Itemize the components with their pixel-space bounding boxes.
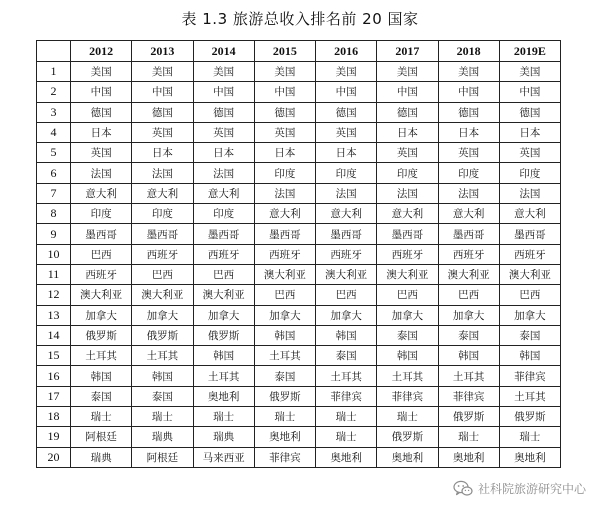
- table-row: [37, 305, 561, 325]
- country-cell: 瑞士: [193, 407, 254, 427]
- country-cell: 墨西哥: [132, 224, 193, 244]
- country-cell: 泰国: [438, 325, 499, 345]
- country-cell: 瑞士: [132, 407, 193, 427]
- country-cell: 日本: [377, 122, 438, 142]
- country-cell: 奥地利: [377, 447, 438, 467]
- country-cell: 墨西哥: [499, 224, 560, 244]
- country-cell: 巴西: [193, 264, 254, 284]
- rank-cell: 2: [37, 82, 71, 102]
- country-cell: 英国: [71, 143, 132, 163]
- country-cell: 泰国: [71, 386, 132, 406]
- rank-cell: 4: [37, 122, 71, 142]
- table-row: [37, 102, 561, 122]
- country-cell: 瑞士: [438, 427, 499, 447]
- country-cell: 法国: [377, 183, 438, 203]
- country-cell: 中国: [499, 82, 560, 102]
- country-cell: 巴西: [71, 244, 132, 264]
- country-cell: 加拿大: [438, 305, 499, 325]
- country-cell: 西班牙: [499, 244, 560, 264]
- country-cell: 德国: [254, 102, 315, 122]
- country-cell: 俄罗斯: [193, 325, 254, 345]
- rank-cell: 14: [37, 325, 71, 345]
- country-cell: 土耳其: [193, 366, 254, 386]
- country-cell: 法国: [316, 183, 377, 203]
- country-cell: 法国: [132, 163, 193, 183]
- year-header: 2018: [438, 41, 499, 62]
- country-cell: 美国: [438, 62, 499, 82]
- country-cell: 俄罗斯: [438, 407, 499, 427]
- country-cell: 俄罗斯: [71, 325, 132, 345]
- country-cell: 美国: [316, 62, 377, 82]
- rank-cell: 17: [37, 386, 71, 406]
- country-cell: 西班牙: [71, 264, 132, 284]
- table-row: [37, 224, 561, 244]
- country-cell: 中国: [71, 82, 132, 102]
- table-row: [37, 285, 561, 305]
- country-cell: 韩国: [132, 366, 193, 386]
- ranking-table: [36, 40, 561, 468]
- country-cell: 美国: [499, 62, 560, 82]
- country-cell: 印度: [193, 204, 254, 224]
- rank-cell: 12: [37, 285, 71, 305]
- table-row: [37, 325, 561, 345]
- country-cell: 瑞士: [377, 407, 438, 427]
- country-cell: 中国: [254, 82, 315, 102]
- country-cell: 德国: [377, 102, 438, 122]
- country-cell: 德国: [132, 102, 193, 122]
- table-row: [37, 122, 561, 142]
- table-row: [37, 407, 561, 427]
- rank-cell: 6: [37, 163, 71, 183]
- country-cell: 加拿大: [377, 305, 438, 325]
- country-cell: 意大利: [377, 204, 438, 224]
- country-cell: 日本: [438, 122, 499, 142]
- country-cell: 马来西亚: [193, 447, 254, 467]
- country-cell: 德国: [316, 102, 377, 122]
- country-cell: 瑞士: [316, 407, 377, 427]
- rank-cell: 19: [37, 427, 71, 447]
- country-cell: 菲律宾: [377, 386, 438, 406]
- country-cell: 德国: [499, 102, 560, 122]
- country-cell: 俄罗斯: [132, 325, 193, 345]
- table-row: [37, 447, 561, 467]
- country-cell: 加拿大: [499, 305, 560, 325]
- country-cell: 墨西哥: [254, 224, 315, 244]
- country-cell: 俄罗斯: [254, 386, 315, 406]
- country-cell: 墨西哥: [377, 224, 438, 244]
- watermark-text: 社科院旅游研究中心: [477, 481, 586, 496]
- country-cell: 瑞典: [132, 427, 193, 447]
- header-row: [37, 41, 561, 62]
- country-cell: 印度: [316, 163, 377, 183]
- table-row: [37, 366, 561, 386]
- country-cell: 日本: [499, 122, 560, 142]
- country-cell: 瑞士: [71, 407, 132, 427]
- country-cell: 澳大利亚: [193, 285, 254, 305]
- country-cell: 土耳其: [438, 366, 499, 386]
- rank-cell: 1: [37, 62, 71, 82]
- country-cell: 法国: [254, 183, 315, 203]
- country-cell: 西班牙: [193, 244, 254, 264]
- country-cell: 德国: [193, 102, 254, 122]
- table-row: [37, 427, 561, 447]
- country-cell: 俄罗斯: [499, 407, 560, 427]
- country-cell: 德国: [71, 102, 132, 122]
- rank-cell: 9: [37, 224, 71, 244]
- country-cell: 韩国: [254, 325, 315, 345]
- country-cell: 澳大利亚: [71, 285, 132, 305]
- table-body: [37, 62, 561, 468]
- rank-cell: 5: [37, 143, 71, 163]
- country-cell: 墨西哥: [193, 224, 254, 244]
- country-cell: 加拿大: [316, 305, 377, 325]
- country-cell: 土耳其: [132, 346, 193, 366]
- country-cell: 英国: [132, 122, 193, 142]
- country-cell: 泰国: [377, 325, 438, 345]
- country-cell: 西班牙: [316, 244, 377, 264]
- country-cell: 中国: [132, 82, 193, 102]
- country-cell: 日本: [193, 143, 254, 163]
- year-header: 2013: [132, 41, 193, 62]
- country-cell: 瑞典: [193, 427, 254, 447]
- country-cell: 美国: [254, 62, 315, 82]
- country-cell: 印度: [71, 204, 132, 224]
- country-cell: 英国: [499, 143, 560, 163]
- country-cell: 法国: [71, 163, 132, 183]
- country-cell: 法国: [499, 183, 560, 203]
- country-cell: 韩国: [316, 325, 377, 345]
- page-title: 表 1.3 旅游总收入排名前 20 国家: [181, 10, 419, 28]
- country-cell: 美国: [71, 62, 132, 82]
- country-cell: 菲律宾: [254, 447, 315, 467]
- country-cell: 西班牙: [132, 244, 193, 264]
- country-cell: 奥地利: [316, 447, 377, 467]
- country-cell: 泰国: [499, 325, 560, 345]
- country-cell: 日本: [254, 143, 315, 163]
- country-cell: 意大利: [438, 204, 499, 224]
- rank-cell: 10: [37, 244, 71, 264]
- country-cell: 英国: [254, 122, 315, 142]
- country-cell: 西班牙: [438, 244, 499, 264]
- table-row: [37, 183, 561, 203]
- table-row: [37, 386, 561, 406]
- country-cell: 澳大利亚: [499, 264, 560, 284]
- country-cell: 澳大利亚: [438, 264, 499, 284]
- country-cell: 意大利: [193, 183, 254, 203]
- country-cell: 韩国: [499, 346, 560, 366]
- country-cell: 墨西哥: [316, 224, 377, 244]
- table-row: [37, 264, 561, 284]
- country-cell: 菲律宾: [316, 386, 377, 406]
- country-cell: 奥地利: [254, 427, 315, 447]
- country-cell: 中国: [316, 82, 377, 102]
- country-cell: 意大利: [71, 183, 132, 203]
- country-cell: 日本: [71, 122, 132, 142]
- country-cell: 日本: [132, 143, 193, 163]
- country-cell: 韩国: [71, 366, 132, 386]
- country-cell: 瑞士: [254, 407, 315, 427]
- country-cell: 印度: [438, 163, 499, 183]
- country-cell: 韩国: [193, 346, 254, 366]
- country-cell: 加拿大: [132, 305, 193, 325]
- year-header: 2016: [316, 41, 377, 62]
- country-cell: 阿根廷: [132, 447, 193, 467]
- country-cell: 瑞典: [71, 447, 132, 467]
- country-cell: 意大利: [132, 183, 193, 203]
- country-cell: 印度: [377, 163, 438, 183]
- country-cell: 韩国: [377, 346, 438, 366]
- country-cell: 西班牙: [377, 244, 438, 264]
- year-header: 2015: [254, 41, 315, 62]
- year-header: 2019E: [499, 41, 560, 62]
- rank-cell: 7: [37, 183, 71, 203]
- country-cell: 意大利: [499, 204, 560, 224]
- corner-header: [37, 41, 71, 62]
- country-cell: 中国: [377, 82, 438, 102]
- country-cell: 加拿大: [254, 305, 315, 325]
- country-cell: 土耳其: [254, 346, 315, 366]
- rank-cell: 18: [37, 407, 71, 427]
- country-cell: 中国: [438, 82, 499, 102]
- country-cell: 意大利: [254, 204, 315, 224]
- country-cell: 巴西: [499, 285, 560, 305]
- country-cell: 墨西哥: [71, 224, 132, 244]
- country-cell: 俄罗斯: [377, 427, 438, 447]
- table-row: [37, 82, 561, 102]
- country-cell: 奥地利: [499, 447, 560, 467]
- rank-cell: 16: [37, 366, 71, 386]
- country-cell: 西班牙: [254, 244, 315, 264]
- country-cell: 加拿大: [193, 305, 254, 325]
- country-cell: 加拿大: [71, 305, 132, 325]
- country-cell: 土耳其: [377, 366, 438, 386]
- country-cell: 澳大利亚: [254, 264, 315, 284]
- country-cell: 阿根廷: [71, 427, 132, 447]
- country-cell: 菲律宾: [438, 386, 499, 406]
- country-cell: 印度: [499, 163, 560, 183]
- country-cell: 土耳其: [71, 346, 132, 366]
- country-cell: 英国: [193, 122, 254, 142]
- country-cell: 巴西: [254, 285, 315, 305]
- table-row: [37, 143, 561, 163]
- country-cell: 印度: [132, 204, 193, 224]
- watermark: [453, 478, 586, 498]
- table-row: [37, 163, 561, 183]
- country-cell: 瑞士: [499, 427, 560, 447]
- country-cell: 巴西: [377, 285, 438, 305]
- country-cell: 巴西: [316, 285, 377, 305]
- country-cell: 澳大利亚: [316, 264, 377, 284]
- country-cell: 日本: [316, 143, 377, 163]
- rank-cell: 3: [37, 102, 71, 122]
- country-cell: 法国: [438, 183, 499, 203]
- table-row: [37, 62, 561, 82]
- country-cell: 土耳其: [499, 386, 560, 406]
- country-cell: 菲律宾: [499, 366, 560, 386]
- country-cell: 中国: [193, 82, 254, 102]
- rank-cell: 11: [37, 264, 71, 284]
- table-row: [37, 244, 561, 264]
- country-cell: 意大利: [316, 204, 377, 224]
- country-cell: 法国: [193, 163, 254, 183]
- rank-cell: 13: [37, 305, 71, 325]
- rank-cell: 20: [37, 447, 71, 467]
- country-cell: 澳大利亚: [377, 264, 438, 284]
- country-cell: 泰国: [316, 346, 377, 366]
- country-cell: 印度: [254, 163, 315, 183]
- country-cell: 英国: [438, 143, 499, 163]
- year-header: 2017: [377, 41, 438, 62]
- rank-cell: 15: [37, 346, 71, 366]
- country-cell: 英国: [377, 143, 438, 163]
- country-cell: 德国: [438, 102, 499, 122]
- country-cell: 瑞士: [316, 427, 377, 447]
- year-header: 2012: [71, 41, 132, 62]
- country-cell: 澳大利亚: [132, 285, 193, 305]
- country-cell: 巴西: [438, 285, 499, 305]
- country-cell: 巴西: [132, 264, 193, 284]
- country-cell: 奥地利: [193, 386, 254, 406]
- country-cell: 美国: [132, 62, 193, 82]
- country-cell: 韩国: [438, 346, 499, 366]
- country-cell: 奥地利: [438, 447, 499, 467]
- wechat-icon: [453, 480, 473, 497]
- table-row: [37, 346, 561, 366]
- country-cell: 土耳其: [316, 366, 377, 386]
- country-cell: 泰国: [254, 366, 315, 386]
- country-cell: 墨西哥: [438, 224, 499, 244]
- rank-cell: 8: [37, 204, 71, 224]
- table-row: [37, 204, 561, 224]
- country-cell: 英国: [316, 122, 377, 142]
- country-cell: 泰国: [132, 386, 193, 406]
- country-cell: 美国: [193, 62, 254, 82]
- year-header: 2014: [193, 41, 254, 62]
- country-cell: 美国: [377, 62, 438, 82]
